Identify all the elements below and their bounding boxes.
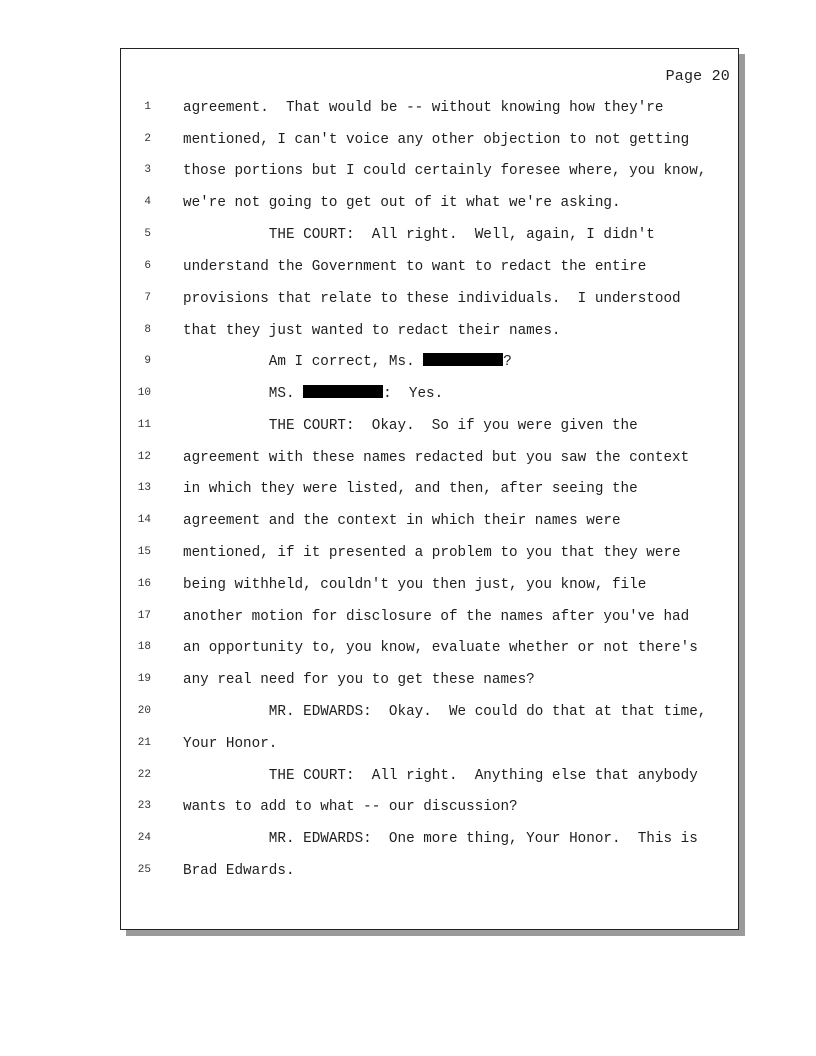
line-text: those portions but I could certainly foresee where, you know, bbox=[183, 163, 707, 179]
line-text-after: ? bbox=[503, 354, 512, 370]
line-text: Brad Edwards. bbox=[183, 863, 295, 879]
redaction-bar bbox=[303, 385, 383, 398]
line-text bbox=[183, 353, 728, 371]
line-text: another motion for disclosure of the names after you've had bbox=[183, 609, 690, 625]
line-number: 12 bbox=[137, 451, 151, 463]
line-number: 19 bbox=[137, 673, 151, 685]
line-number: 18 bbox=[137, 641, 151, 653]
line-text: mentioned, I can't voice any other objection to not getting bbox=[183, 132, 690, 148]
transcript-line bbox=[121, 162, 738, 182]
line-text: that they just wanted to redact their names. bbox=[183, 323, 561, 339]
line-number: 7 bbox=[144, 292, 151, 304]
line-text: agreement. That would be -- without knowing how they're bbox=[183, 100, 664, 116]
transcript-line bbox=[121, 194, 738, 214]
line-text: mentioned, if it presented a problem to you that they were bbox=[183, 545, 681, 561]
line-number: 22 bbox=[137, 769, 151, 781]
line-number: 21 bbox=[137, 737, 151, 749]
transcript-line bbox=[121, 417, 738, 437]
line-text: MR. EDWARDS: One more thing, Your Honor. This is bbox=[183, 831, 698, 847]
page-number: Page 20 bbox=[665, 68, 730, 85]
transcript-line bbox=[121, 480, 738, 500]
transcript-page bbox=[120, 48, 739, 930]
line-number: 4 bbox=[144, 196, 151, 208]
line-text: THE COURT: All right. Anything else that anybody bbox=[183, 768, 698, 784]
line-number: 9 bbox=[144, 355, 151, 367]
transcript-line bbox=[121, 767, 738, 787]
transcript-line bbox=[121, 608, 738, 628]
line-number: 8 bbox=[144, 324, 151, 336]
line-number: 16 bbox=[137, 578, 151, 590]
line-text: wants to add to what -- our discussion? bbox=[183, 799, 518, 815]
line-number: 3 bbox=[144, 164, 151, 176]
line-number: 2 bbox=[144, 133, 151, 145]
line-text-before: Am I correct, Ms. bbox=[183, 354, 424, 370]
transcript-line bbox=[121, 322, 738, 342]
line-text: understand the Government to want to redact the entire bbox=[183, 259, 647, 275]
transcript-line bbox=[121, 671, 738, 691]
line-text-after: : Yes. bbox=[383, 386, 444, 402]
transcript-line bbox=[121, 512, 738, 532]
line-text: in which they were listed, and then, after seeing the bbox=[183, 481, 638, 497]
line-number: 1 bbox=[144, 101, 151, 113]
line-number: 17 bbox=[137, 610, 151, 622]
line-text: Your Honor. bbox=[183, 736, 278, 752]
transcript-line bbox=[121, 353, 738, 373]
line-text: THE COURT: All right. Well, again, I didn't bbox=[183, 227, 655, 243]
line-text: provisions that relate to these individuals. I understood bbox=[183, 291, 681, 307]
line-text: we're not going to get out of it what we're asking. bbox=[183, 195, 621, 211]
line-text: an opportunity to, you know, evaluate whether or not there's bbox=[183, 640, 698, 656]
line-text: agreement and the context in which their names were bbox=[183, 513, 621, 529]
transcript-line bbox=[121, 258, 738, 278]
transcript-line bbox=[121, 639, 738, 659]
line-number: 13 bbox=[137, 482, 151, 494]
transcript-line bbox=[121, 449, 738, 469]
transcript-line bbox=[121, 385, 738, 405]
line-number: 25 bbox=[137, 864, 151, 876]
transcript-line bbox=[121, 798, 738, 818]
line-text: any real need for you to get these names? bbox=[183, 672, 535, 688]
line-text bbox=[183, 385, 728, 403]
transcript-line bbox=[121, 735, 738, 755]
line-text: agreement with these names redacted but you saw the context bbox=[183, 450, 690, 466]
transcript-line bbox=[121, 131, 738, 151]
transcript-line bbox=[121, 703, 738, 723]
line-number: 15 bbox=[137, 546, 151, 558]
line-text: THE COURT: Okay. So if you were given the bbox=[183, 418, 638, 434]
line-text: MR. EDWARDS: Okay. We could do that at that time, bbox=[183, 704, 707, 720]
transcript-line bbox=[121, 544, 738, 564]
transcript-line bbox=[121, 99, 738, 119]
line-number: 5 bbox=[144, 228, 151, 240]
transcript-line bbox=[121, 290, 738, 310]
transcript-line bbox=[121, 862, 738, 882]
line-number: 24 bbox=[137, 832, 151, 844]
line-number: 10 bbox=[137, 387, 151, 399]
line-number: 23 bbox=[137, 800, 151, 812]
line-number: 14 bbox=[137, 514, 151, 526]
line-text: being withheld, couldn't you then just, you know, file bbox=[183, 577, 647, 593]
transcript-line bbox=[121, 576, 738, 596]
transcript-line bbox=[121, 830, 738, 850]
redaction-bar bbox=[423, 353, 503, 366]
line-number: 6 bbox=[144, 260, 151, 272]
line-text-before: MS. bbox=[183, 386, 304, 402]
transcript-line bbox=[121, 226, 738, 246]
line-number: 11 bbox=[137, 419, 151, 431]
line-number: 20 bbox=[137, 705, 151, 717]
